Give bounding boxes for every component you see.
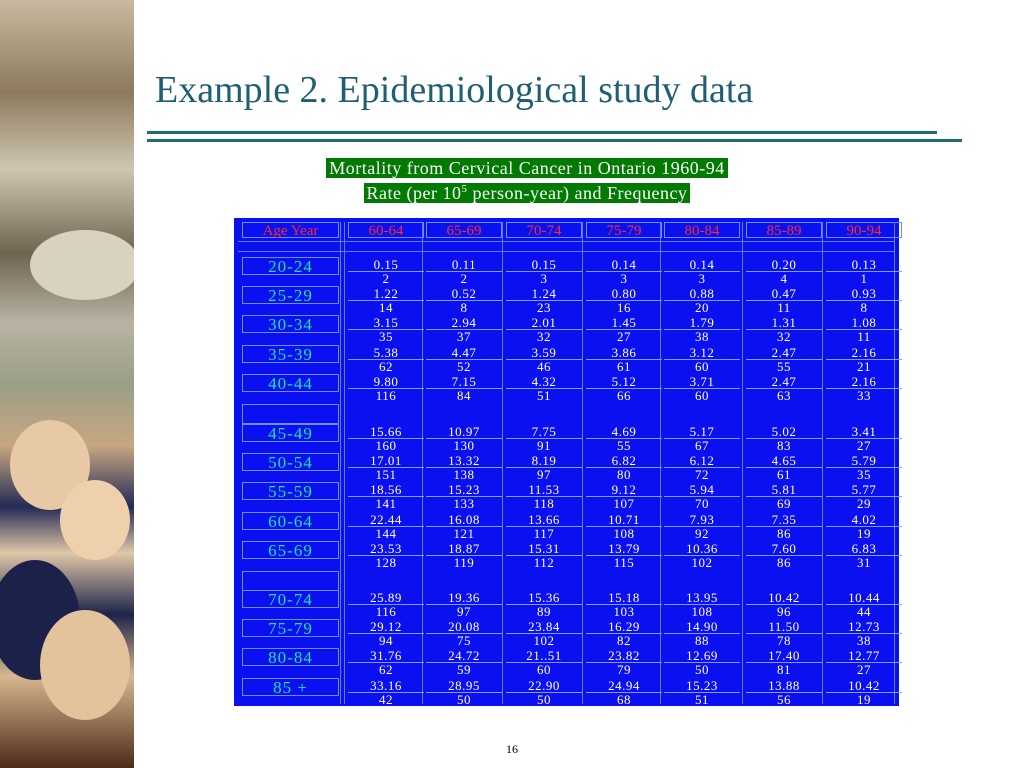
rate-cell: 0.14	[586, 258, 662, 272]
frequency-cell: 60	[537, 662, 551, 678]
rate-cell: 3.41	[826, 425, 902, 439]
frequency-cell: 56	[777, 691, 791, 707]
column-header-60-64: 60-64	[348, 222, 424, 238]
rate-cell: 25.89	[348, 591, 424, 605]
frequency-cell: 67	[695, 438, 709, 453]
rate-cell: 4.32	[506, 375, 582, 389]
rate-cell: 0.88	[664, 287, 740, 301]
age-group-label: 70-74	[242, 590, 339, 608]
rate-cell: 15.36	[506, 591, 582, 605]
frequency-cell: 51	[695, 691, 709, 707]
rate-cell: 13.95	[664, 591, 740, 605]
frequency-cell: 61	[617, 358, 631, 374]
rate-cell: 10.36	[664, 542, 740, 556]
age-group-label: 20-24	[242, 257, 339, 275]
frequency-cell: 37	[457, 329, 471, 345]
frequency-cell: 60	[695, 387, 709, 403]
frequency-cell: 80	[617, 467, 631, 483]
frequency-cell: 42	[379, 691, 393, 707]
rate-cell: 15.31	[506, 542, 582, 556]
frequency-cell: 82	[617, 633, 631, 649]
frequency-cell: 78	[777, 633, 791, 649]
table-caption	[242, 158, 812, 204]
frequency-cell: 23	[537, 300, 551, 316]
rate-cell: 10.97	[426, 425, 502, 439]
grid-vline	[742, 222, 743, 704]
rate-cell: 9.12	[586, 483, 662, 497]
rate-cell: 12.69	[664, 649, 740, 663]
frequency-cell: 55	[777, 358, 791, 374]
frequency-cell: 4	[780, 271, 788, 286]
frequency-cell: 27	[857, 438, 871, 453]
frequency-cell: 83	[777, 438, 791, 453]
rate-cell: 7.93	[664, 513, 740, 527]
rate-cell: 13.32	[426, 454, 502, 468]
rate-cell: 10.42	[746, 591, 822, 605]
frequency-cell: 94	[379, 633, 393, 649]
rate-cell: 4.69	[586, 425, 662, 439]
frequency-cell: 11	[857, 329, 871, 345]
rate-cell: 1.24	[506, 287, 582, 301]
rate-cell: 6.12	[664, 454, 740, 468]
frequency-cell: 117	[533, 525, 555, 541]
frequency-cell: 50	[695, 662, 709, 678]
rate-cell: 18.87	[426, 542, 502, 556]
column-header-85-89: 85-89	[746, 222, 822, 238]
rate-cell: 21..51	[506, 649, 582, 663]
age-group-label: 85 +	[242, 678, 339, 696]
column-header-75-79: 75-79	[586, 222, 662, 238]
rate-cell: 0.15	[348, 258, 424, 272]
rate-cell: 7.60	[746, 542, 822, 556]
rate-cell: 3.86	[586, 346, 662, 360]
rate-cell: 2.01	[506, 316, 582, 330]
rate-cell: 3.59	[506, 346, 582, 360]
rate-cell: 13.79	[586, 542, 662, 556]
rate-cell: 16.08	[426, 513, 502, 527]
rate-cell: 2.94	[426, 316, 502, 330]
rate-cell: 33.16	[348, 679, 424, 693]
frequency-cell: 69	[777, 496, 791, 512]
age-group-label: 75-79	[242, 619, 339, 637]
rate-cell: 5.94	[664, 483, 740, 497]
rate-cell: 11.53	[506, 483, 582, 497]
frequency-cell: 70	[695, 496, 709, 512]
frequency-cell: 133	[453, 496, 475, 512]
rate-cell: 0.14	[664, 258, 740, 272]
page-number: 16	[506, 742, 518, 756]
age-spacer	[242, 404, 339, 424]
rate-cell: 2.16	[826, 346, 902, 360]
rate-cell: 3.12	[664, 346, 740, 360]
rate-cell: 0.13	[826, 258, 902, 272]
frequency-cell: 31	[857, 554, 871, 570]
grid-hline	[238, 251, 894, 252]
frequency-cell: 50	[457, 691, 471, 707]
rate-cell: 5.12	[586, 375, 662, 389]
frequency-cell: 91	[537, 438, 551, 453]
rate-cell: 1.79	[664, 316, 740, 330]
frequency-cell: 108	[613, 525, 635, 541]
frequency-cell: 160	[375, 438, 397, 453]
rate-cell: 2.16	[826, 375, 902, 389]
rate-cell: 0.15	[506, 258, 582, 272]
frequency-cell: 107	[613, 496, 635, 512]
frequency-cell: 102	[691, 554, 713, 570]
age-spacer	[242, 571, 339, 591]
frequency-cell: 2	[460, 271, 468, 286]
caption-line-2: Rate (per $10^5$ person-year) and Frequency	[364, 183, 691, 203]
frequency-cell: 20	[695, 300, 709, 316]
age-group-label: 55-59	[242, 482, 339, 500]
frequency-cell: 72	[695, 467, 709, 483]
frequency-cell: 32	[777, 329, 791, 345]
grid-vline	[344, 222, 345, 704]
age-group-label: 80-84	[242, 648, 339, 666]
slide-title: Example 2. Epidemiological study data	[155, 69, 754, 111]
rate-cell: 0.52	[426, 287, 502, 301]
frequency-cell: 32	[537, 329, 551, 345]
rate-cell: 7.75	[506, 425, 582, 439]
rate-cell: 28.95	[426, 679, 502, 693]
rate-cell: 17.40	[746, 649, 822, 663]
age-group-label: 45-49	[242, 424, 339, 442]
frequency-cell: 121	[453, 525, 475, 541]
rate-cell: 24.94	[586, 679, 662, 693]
frequency-cell: 50	[537, 691, 551, 707]
frequency-cell: 86	[777, 525, 791, 541]
frequency-cell: 92	[695, 525, 709, 541]
rate-cell: 23.53	[348, 542, 424, 556]
rate-cell: 19.36	[426, 591, 502, 605]
frequency-cell: 3	[540, 271, 548, 286]
frequency-cell: 38	[695, 329, 709, 345]
frequency-cell: 51	[537, 387, 551, 403]
rate-cell: 23.84	[506, 620, 582, 634]
frequency-cell: 44	[857, 604, 871, 619]
age-group-label: 50-54	[242, 453, 339, 471]
rate-cell: 18.56	[348, 483, 424, 497]
frequency-cell: 35	[379, 329, 393, 345]
frequency-cell: 108	[691, 604, 713, 619]
frequency-cell: 119	[453, 554, 475, 570]
frequency-cell: 33	[857, 387, 871, 403]
frequency-cell: 1	[860, 271, 868, 286]
age-group-label: 35-39	[242, 345, 339, 363]
grid-vline	[582, 222, 583, 704]
title-underline-lower	[147, 139, 962, 142]
frequency-cell: 27	[617, 329, 631, 345]
frequency-cell: 96	[777, 604, 791, 619]
grid-hline	[238, 241, 894, 242]
rate-cell: 22.90	[506, 679, 582, 693]
rate-cell: 5.02	[746, 425, 822, 439]
rate-cell: 0.11	[426, 258, 502, 272]
frequency-cell: 89	[537, 604, 551, 619]
frequency-cell: 144	[375, 525, 397, 541]
frequency-cell: 3	[620, 271, 628, 286]
corner-label: Age Year	[242, 222, 339, 238]
frequency-cell: 52	[457, 358, 471, 374]
frequency-cell: 103	[613, 604, 635, 619]
frequency-cell: 46	[537, 358, 551, 374]
frequency-cell: 60	[695, 358, 709, 374]
frequency-cell: 97	[537, 467, 551, 483]
rate-cell: 12.73	[826, 620, 902, 634]
frequency-cell: 27	[857, 662, 871, 678]
rate-cell: 14.90	[664, 620, 740, 634]
frequency-cell: 115	[613, 554, 635, 570]
rate-cell: 9.80	[348, 375, 424, 389]
rate-cell: 15.23	[664, 679, 740, 693]
rate-cell: 0.80	[586, 287, 662, 301]
rate-cell: 3.71	[664, 375, 740, 389]
frequency-cell: 61	[777, 467, 791, 483]
frequency-cell: 97	[457, 604, 471, 619]
rate-cell: 22.44	[348, 513, 424, 527]
frequency-cell: 63	[777, 387, 791, 403]
frequency-cell: 88	[695, 633, 709, 649]
frequency-cell: 59	[457, 662, 471, 678]
rate-cell: 10.71	[586, 513, 662, 527]
age-group-label: 60-64	[242, 512, 339, 530]
rate-cell: 20.08	[426, 620, 502, 634]
frequency-cell: 130	[453, 438, 475, 453]
caption-line-1: Mortality from Cervical Cancer in Ontario 1960-94	[326, 158, 727, 178]
frequency-cell: 141	[375, 496, 397, 512]
frequency-cell: 118	[533, 496, 555, 512]
frequency-cell: 116	[375, 604, 397, 619]
rate-cell: 6.82	[586, 454, 662, 468]
frequency-cell: 102	[533, 633, 555, 649]
rate-cell: 7.35	[746, 513, 822, 527]
rate-cell: 12.77	[826, 649, 902, 663]
frequency-cell: 79	[617, 662, 631, 678]
rate-cell: 8.19	[506, 454, 582, 468]
rate-cell: 0.20	[746, 258, 822, 272]
rate-cell: 13.88	[746, 679, 822, 693]
frequency-cell: 66	[617, 387, 631, 403]
frequency-cell: 19	[857, 525, 871, 541]
frequency-cell: 128	[375, 554, 397, 570]
rate-cell: 6.83	[826, 542, 902, 556]
rate-cell: 5.38	[348, 346, 424, 360]
frequency-cell: 2	[382, 271, 390, 286]
frequency-cell: 21	[857, 358, 871, 374]
grid-vline	[502, 222, 503, 704]
frequency-cell: 19	[857, 691, 871, 707]
rate-cell: 1.08	[826, 316, 902, 330]
rate-cell: 1.45	[586, 316, 662, 330]
age-group-label: 65-69	[242, 541, 339, 559]
title-underline	[147, 131, 937, 134]
rate-cell: 15.66	[348, 425, 424, 439]
rate-cell: 29.12	[348, 620, 424, 634]
rate-cell: 0.47	[746, 287, 822, 301]
grid-vline	[340, 222, 341, 704]
column-header-70-74: 70-74	[506, 222, 582, 238]
frequency-cell: 86	[777, 554, 791, 570]
rate-cell: 7.15	[426, 375, 502, 389]
rate-cell: 11.50	[746, 620, 822, 634]
rate-cell: 5.79	[826, 454, 902, 468]
age-group-label: 40-44	[242, 374, 339, 392]
frequency-cell: 62	[379, 358, 393, 374]
rate-cell: 3.15	[348, 316, 424, 330]
rate-cell: 1.31	[746, 316, 822, 330]
rate-cell: 15.23	[426, 483, 502, 497]
frequency-cell: 16	[617, 300, 631, 316]
frequency-cell: 14	[379, 300, 393, 316]
column-header-90-94: 90-94	[826, 222, 902, 238]
frequency-cell: 62	[379, 662, 393, 678]
frequency-cell: 75	[457, 633, 471, 649]
frequency-cell: 138	[453, 467, 475, 483]
frequency-cell: 8	[860, 300, 868, 316]
rate-cell: 4.65	[746, 454, 822, 468]
rate-cell: 10.44	[826, 591, 902, 605]
frequency-cell: 8	[460, 300, 468, 316]
frequency-cell: 68	[617, 691, 631, 707]
grid-vline	[822, 222, 823, 704]
age-group-label: 25-29	[242, 286, 339, 304]
rate-cell: 15.18	[586, 591, 662, 605]
rate-cell: 13.66	[506, 513, 582, 527]
rate-cell: 24.72	[426, 649, 502, 663]
rate-cell: 0.93	[826, 287, 902, 301]
frequency-cell: 116	[375, 387, 397, 403]
rate-cell: 1.22	[348, 287, 424, 301]
rate-cell: 2.47	[746, 375, 822, 389]
rate-cell: 4.02	[826, 513, 902, 527]
frequency-cell: 55	[617, 438, 631, 453]
age-group-label: 30-34	[242, 315, 339, 333]
rate-cell: 2.47	[746, 346, 822, 360]
rate-cell: 5.81	[746, 483, 822, 497]
frequency-cell: 112	[533, 554, 555, 570]
frequency-cell: 38	[857, 633, 871, 649]
frequency-cell: 81	[777, 662, 791, 678]
frequency-cell: 35	[857, 467, 871, 483]
rate-cell: 4.47	[426, 346, 502, 360]
rate-cell: 17.01	[348, 454, 424, 468]
frequency-cell: 11	[777, 300, 791, 316]
decorative-photo-collage	[0, 0, 134, 768]
rate-cell: 10.42	[826, 679, 902, 693]
rate-cell: 5.17	[664, 425, 740, 439]
rate-cell: 23.82	[586, 649, 662, 663]
rate-cell: 16.29	[586, 620, 662, 634]
frequency-cell: 3	[698, 271, 706, 286]
frequency-cell: 29	[857, 496, 871, 512]
rate-cell: 31.76	[348, 649, 424, 663]
frequency-cell: 151	[375, 467, 397, 483]
column-header-65-69: 65-69	[426, 222, 502, 238]
column-header-80-84: 80-84	[664, 222, 740, 238]
rate-cell: 5.77	[826, 483, 902, 497]
frequency-cell: 84	[457, 387, 471, 403]
